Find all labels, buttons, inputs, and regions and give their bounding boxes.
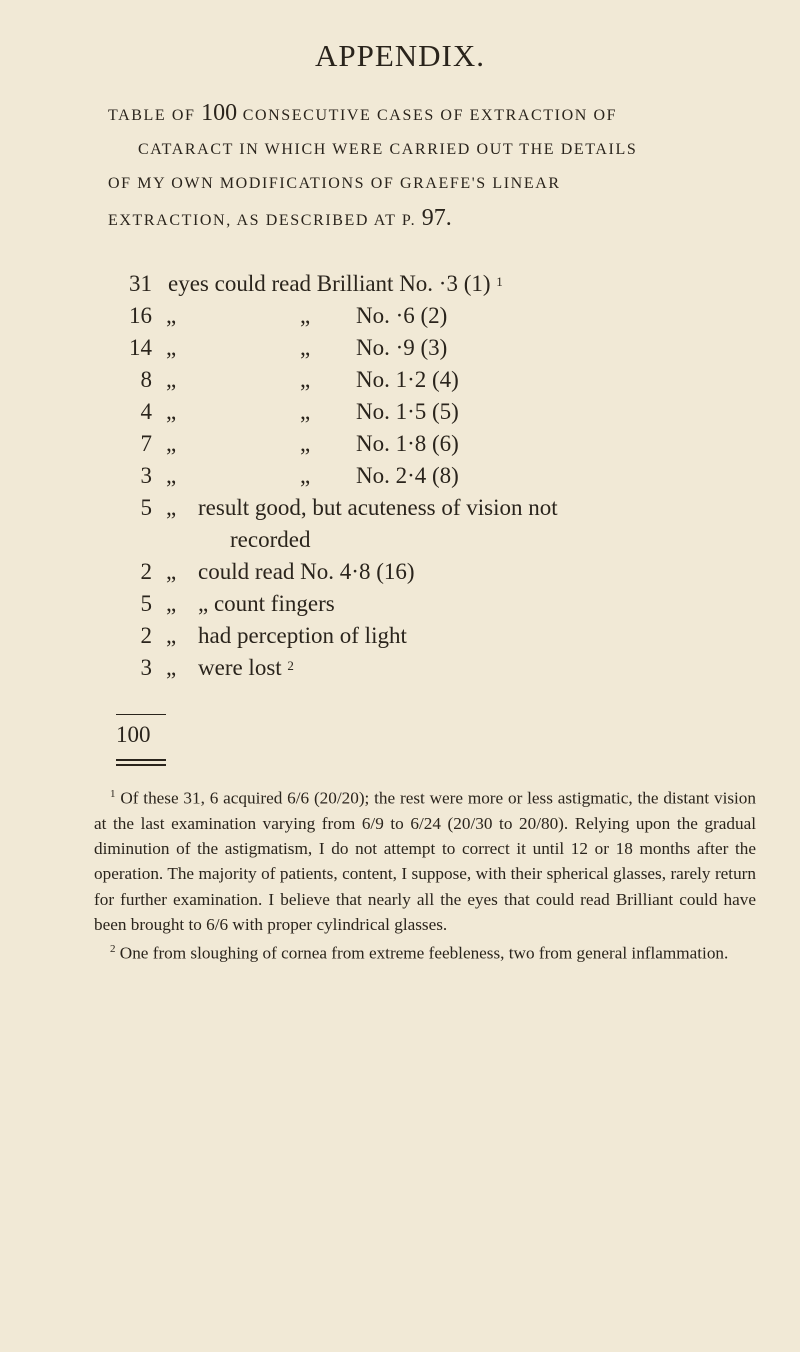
results-table	[118, 268, 758, 684]
ditto-mark: „	[166, 623, 177, 648]
ditto-mark: „	[300, 367, 311, 392]
caption-line-2: CATARACT IN WHICH WERE CARRIED OUT THE DETAILS	[138, 141, 638, 158]
table-row	[118, 620, 758, 652]
row-description: No. 2·4 (8)	[356, 463, 459, 488]
ditto-mark: „	[166, 655, 177, 680]
caption-text: CONSECUTIVE CASES OF EXTRACTION OF	[237, 107, 618, 124]
table-row	[118, 652, 758, 684]
row-count: 3	[140, 655, 152, 680]
table-row	[118, 300, 758, 332]
row-description: No. ·6 (2)	[356, 303, 448, 328]
table-row	[118, 588, 758, 620]
caption-number: 100	[201, 100, 238, 126]
row-count: 5	[140, 495, 152, 520]
row-text: result good, but acuteness of vision not	[198, 495, 558, 520]
caption-line-4	[108, 201, 728, 238]
ditto-mark: „	[166, 335, 177, 360]
row-description	[198, 588, 335, 620]
footnote-marker: 2	[110, 942, 116, 955]
row-count: 3	[140, 463, 152, 488]
table-row	[118, 492, 758, 524]
row-description	[198, 492, 558, 524]
caption-text: TABLE OF	[108, 107, 202, 124]
row-count: 5	[140, 591, 152, 616]
ditto-mark: „	[300, 335, 311, 360]
table-row	[118, 524, 758, 556]
row-text: eyes could read Brilliant No. ·3 (1)	[168, 271, 491, 296]
ditto-mark: „	[166, 399, 177, 424]
total-count: 100	[116, 722, 151, 747]
ditto-mark: „	[166, 559, 177, 584]
row-description: recorded	[230, 527, 311, 552]
row-count: 8	[140, 367, 152, 392]
table-row	[118, 332, 758, 364]
double-rule-bottom	[116, 764, 166, 766]
row-description: No. 1·5 (5)	[356, 399, 459, 424]
row-count: 16	[129, 303, 152, 328]
row-description	[198, 652, 294, 684]
row-count: 2	[140, 623, 152, 648]
footnote-marker: 1	[110, 788, 116, 800]
row-count: 31	[129, 271, 152, 296]
row-description: No. 1·2 (4)	[356, 367, 459, 392]
ditto-mark: „	[300, 431, 311, 456]
ditto-mark: „	[166, 495, 177, 520]
caption-text: EXTRACTION, AS DESCRIBED AT P.	[108, 212, 422, 229]
sum-rule	[116, 714, 166, 715]
row-text: were lost	[198, 655, 282, 680]
footnote-reference: 2	[287, 658, 294, 673]
ditto-mark: „	[300, 463, 311, 488]
footnote-text: One from sloughing of cornea from extreme feebleness, two from general inflammation.	[119, 943, 729, 963]
row-description	[198, 556, 415, 588]
row-text: could read No. 4·8 (16)	[198, 559, 415, 584]
footnote-1	[94, 782, 756, 937]
table-row	[118, 268, 758, 300]
caption-line-1	[108, 96, 728, 133]
ditto-mark: „	[166, 431, 177, 456]
ditto-mark: „	[300, 399, 311, 424]
row-description: No. ·9 (3)	[356, 335, 448, 360]
row-count: 2	[140, 559, 152, 584]
row-description	[168, 268, 503, 300]
row-count: 7	[140, 431, 152, 456]
caption-page-number: 97.	[421, 205, 452, 231]
ditto-mark: „	[300, 303, 311, 328]
table-row	[118, 396, 758, 428]
row-count: 14	[129, 335, 152, 360]
footnote-2	[94, 937, 756, 966]
row-description	[198, 620, 407, 652]
ditto-mark: „	[166, 303, 177, 328]
row-text: had perception of light	[198, 623, 407, 648]
page-heading: APPENDIX.	[314, 38, 486, 73]
table-row	[118, 428, 758, 460]
ditto-mark: „	[166, 367, 177, 392]
footnote-reference: 1	[496, 274, 503, 289]
caption-line-3: OF MY OWN MODIFICATIONS OF GRAEFE'S LINEAR	[108, 175, 561, 192]
row-text: „ count fingers	[198, 591, 335, 616]
footnotes	[94, 782, 756, 966]
table-row	[118, 364, 758, 396]
footnote-text: Of these 31, 6 acquired 6/6 (20/20); the rest were more or less astigmatic, the distant vision at the last examination varying from 6/9 to 6/24 (20/30 to 20/80). Relying upon the gradual diminution of the astigmatism, I do not attempt to correct it until 12 or 18 months after the operation. The majority of patients, content, I suppose, with their spherical glasses, rarely return for further examination. I believe that nearly all the eyes that could read Brilliant could have been brought to 6/6 with proper cylindrical glasses.	[94, 788, 756, 934]
table-row	[118, 556, 758, 588]
row-count: 4	[140, 399, 152, 424]
ditto-mark: „	[166, 591, 177, 616]
row-description: No. 1·8 (6)	[356, 431, 459, 456]
table-caption	[108, 96, 728, 238]
double-rule-top	[116, 759, 166, 761]
table-row	[118, 460, 758, 492]
ditto-mark: „	[166, 463, 177, 488]
